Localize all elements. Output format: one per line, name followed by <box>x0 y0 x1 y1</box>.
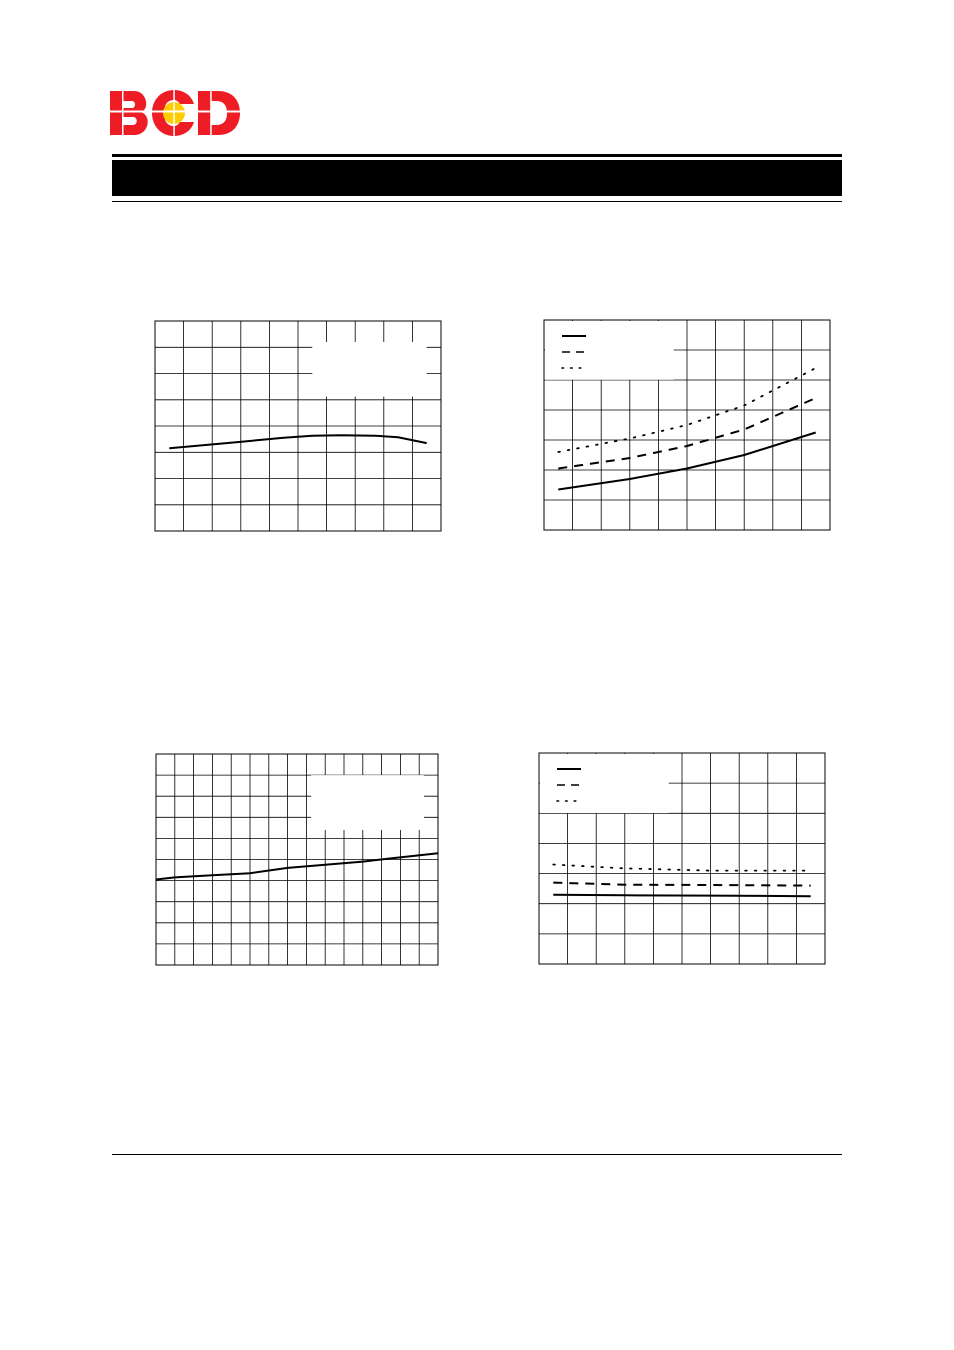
logo-letter-b <box>110 91 148 135</box>
header-title-bar <box>112 160 842 196</box>
chart-2 <box>543 319 831 531</box>
bcd-logo <box>108 88 242 138</box>
chart-3 <box>155 753 439 966</box>
annotation-box <box>312 342 426 397</box>
logo-letter-d <box>198 91 240 135</box>
chart-4 <box>538 752 826 965</box>
series-line-solid <box>553 895 810 897</box>
annotation-box <box>311 775 424 830</box>
chart-1 <box>154 320 442 532</box>
header-rule-bottom <box>112 201 842 202</box>
legend-box <box>545 321 674 380</box>
header-rule-top <box>112 154 842 157</box>
series-line-solid <box>156 853 438 879</box>
legend-box <box>540 754 669 813</box>
footer-rule <box>112 1154 842 1155</box>
